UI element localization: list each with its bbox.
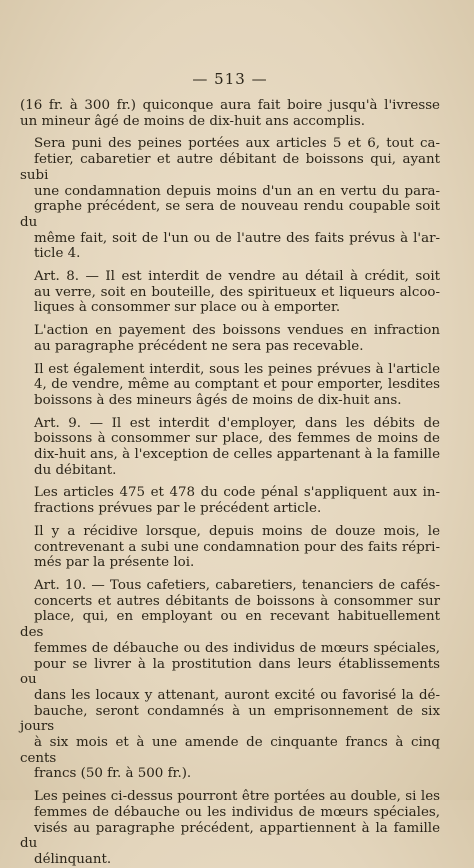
text-line: Art. 10. — Tous cafetiers, cabaretiers, tenanciers de cafés- — [34, 577, 440, 593]
text-line: bauche, seront condamnés à un emprisonnement de six jours — [20, 703, 440, 735]
paragraph-2 — [20, 136, 440, 262]
text-line: à six mois et à une amende de cinquante francs à cinq cents — [20, 735, 440, 766]
text-line: au verre, soit en bouteille, des spiritueux et liqueurs alcoo- — [34, 284, 440, 300]
text-line: liques à consommer sur place ou à emporter. — [34, 300, 341, 316]
text-line: Sera puni des peines portées aux articles 5 et 6, tout ca- — [34, 136, 440, 152]
text-line: au paragraphe précédent ne sera pas recevable. — [34, 338, 364, 354]
text-line: du débitant. — [34, 462, 117, 478]
paragraph-art-10 — [20, 578, 440, 782]
text-line: Les articles 475 et 478 du code pénal s'appliquent aux in- — [34, 485, 440, 501]
text-line: més par la présente loi. — [34, 555, 195, 571]
text-line: Il y a récidive lorsque, depuis moins de douze mois, le — [34, 523, 440, 539]
text-line: concerts et autres débitants de boissons à consommer sur — [34, 593, 440, 609]
text-line: Art. 8. — Il est interdit de vendre au détail à crédit, soit — [34, 269, 440, 285]
paragraph-4 — [20, 323, 440, 354]
text-line: une condamnation depuis moins d'un an en vertu du para- — [34, 183, 440, 199]
text-line: contrevenant a subi une condamnation pour des faits répri- — [34, 539, 440, 555]
paragraph-1 — [20, 98, 440, 129]
text-line: pour se livrer à la prostitution dans leurs établissements ou — [20, 656, 440, 688]
text-line: délinquant. — [34, 851, 112, 867]
text-line: Les peines ci-dessus pourront être portées au double, si les — [34, 789, 440, 805]
text-line: L'action en payement des boissons vendues en infraction — [34, 323, 440, 339]
text-line: francs (50 fr. à 500 fr.). — [34, 766, 192, 782]
text-line: place, qui, en employant ou en recevant habituellement des — [20, 609, 440, 641]
text-line: femmes de débauche ou les individus de mœurs spéciales, — [34, 804, 440, 820]
paragraph-art-9 — [20, 416, 440, 479]
text-line: ticle 4. — [34, 246, 81, 262]
text-line: dix-huit ans, à l'exception de celles appartenant à la famille — [34, 447, 440, 463]
text-line: Il est également interdit, sous les peines prévues à l'article — [34, 361, 440, 377]
page-number: — 513 — — [192, 70, 268, 88]
text-line: boissons à consommer sur place, des femmes de moins de — [34, 431, 440, 447]
paragraph-7 — [20, 485, 440, 516]
text-line: femmes de débauche ou des individus de mœurs spéciales, — [34, 640, 440, 656]
text-line: un mineur âgé de moins de dix-huit ans accomplis. — [20, 113, 365, 129]
text-line: même fait, soit de l'un ou de l'autre des faits prévus à l'ar- — [34, 230, 440, 246]
paragraph-5 — [20, 362, 440, 409]
text-line: boissons à des mineurs âgés de moins de dix-huit ans. — [34, 392, 402, 408]
paragraph-8 — [20, 524, 440, 571]
text-line: Art. 9. — Il est interdit d'employer, dans les débits de — [34, 415, 440, 431]
text-line: 4, de vendre, même au comptant et pour emporter, lesdites — [34, 377, 440, 393]
text-line: (16 fr. à 300 fr.) quiconque aura fait boire jusqu'à l'ivresse — [20, 98, 440, 113]
text-line: fetier, cabaretier et autre débitant de boissons qui, ayant subi — [20, 152, 440, 183]
text-line: dans les locaux y attenant, auront excité ou favorisé la dé- — [34, 687, 440, 703]
text-line: fractions prévues par le précédent article. — [34, 501, 322, 517]
paragraph-art-8 — [20, 269, 440, 316]
paragraph-10 — [20, 789, 440, 868]
text-line: visés au paragraphe précédent, appartiennent à la famille du — [20, 820, 440, 852]
text-line: graphe précédent, se sera de nouveau rendu coupable soit du — [20, 199, 440, 230]
